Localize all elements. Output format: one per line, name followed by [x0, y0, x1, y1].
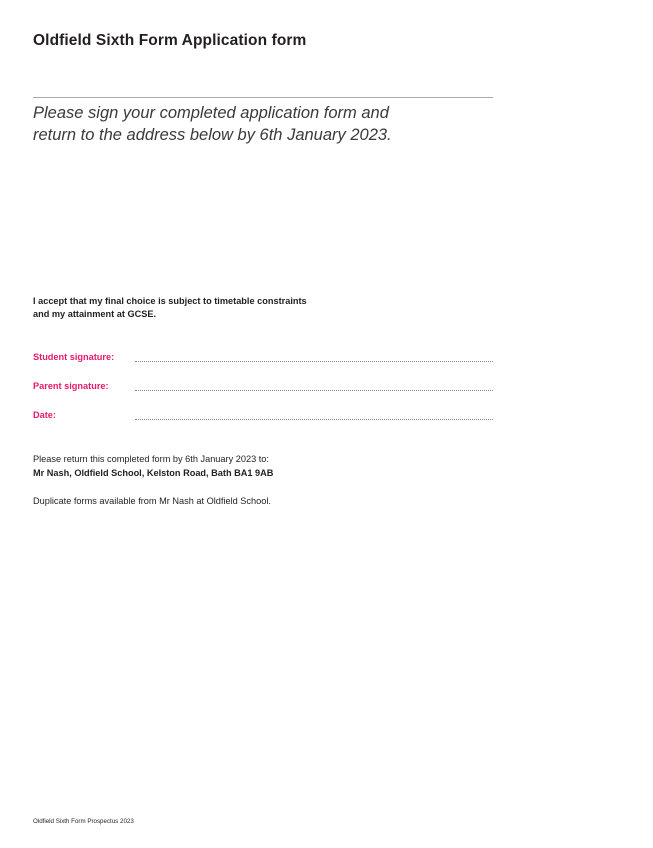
date-label: Date:: [33, 410, 56, 420]
instruction-line-1: Please sign your completed application form and: [33, 104, 389, 122]
declaration-text: [33, 295, 307, 321]
parent-signature-row: [33, 381, 493, 395]
page-footer: Oldfield Sixth Form Prospectus 2023: [33, 818, 134, 825]
instruction-text: [33, 102, 453, 146]
student-signature-label: Student signature:: [33, 352, 115, 362]
date-row: [33, 410, 493, 424]
date-field[interactable]: [135, 419, 493, 420]
duplicate-forms-note: Duplicate forms available from Mr Nash at Oldfield School.: [33, 496, 271, 506]
declaration-line-2: and my attainment at GCSE.: [33, 309, 157, 319]
student-signature-row: [33, 352, 493, 366]
return-instructions: [33, 452, 273, 480]
parent-signature-field[interactable]: [135, 390, 493, 391]
student-signature-field[interactable]: [135, 361, 493, 362]
parent-signature-label: Parent signature:: [33, 381, 109, 391]
return-address: Mr Nash, Oldfield School, Kelston Road, Bath BA1 9AB: [33, 468, 274, 478]
title-divider: [33, 97, 493, 98]
instruction-line-2: return to the address below by 6th January 2023.: [33, 126, 392, 144]
page-title: Oldfield Sixth Form Application form: [33, 32, 307, 49]
return-deadline-text: Please return this completed form by 6th January 2023 to:: [33, 454, 269, 464]
declaration-line-1: I accept that my final choice is subject to timetable constraints: [33, 296, 307, 306]
